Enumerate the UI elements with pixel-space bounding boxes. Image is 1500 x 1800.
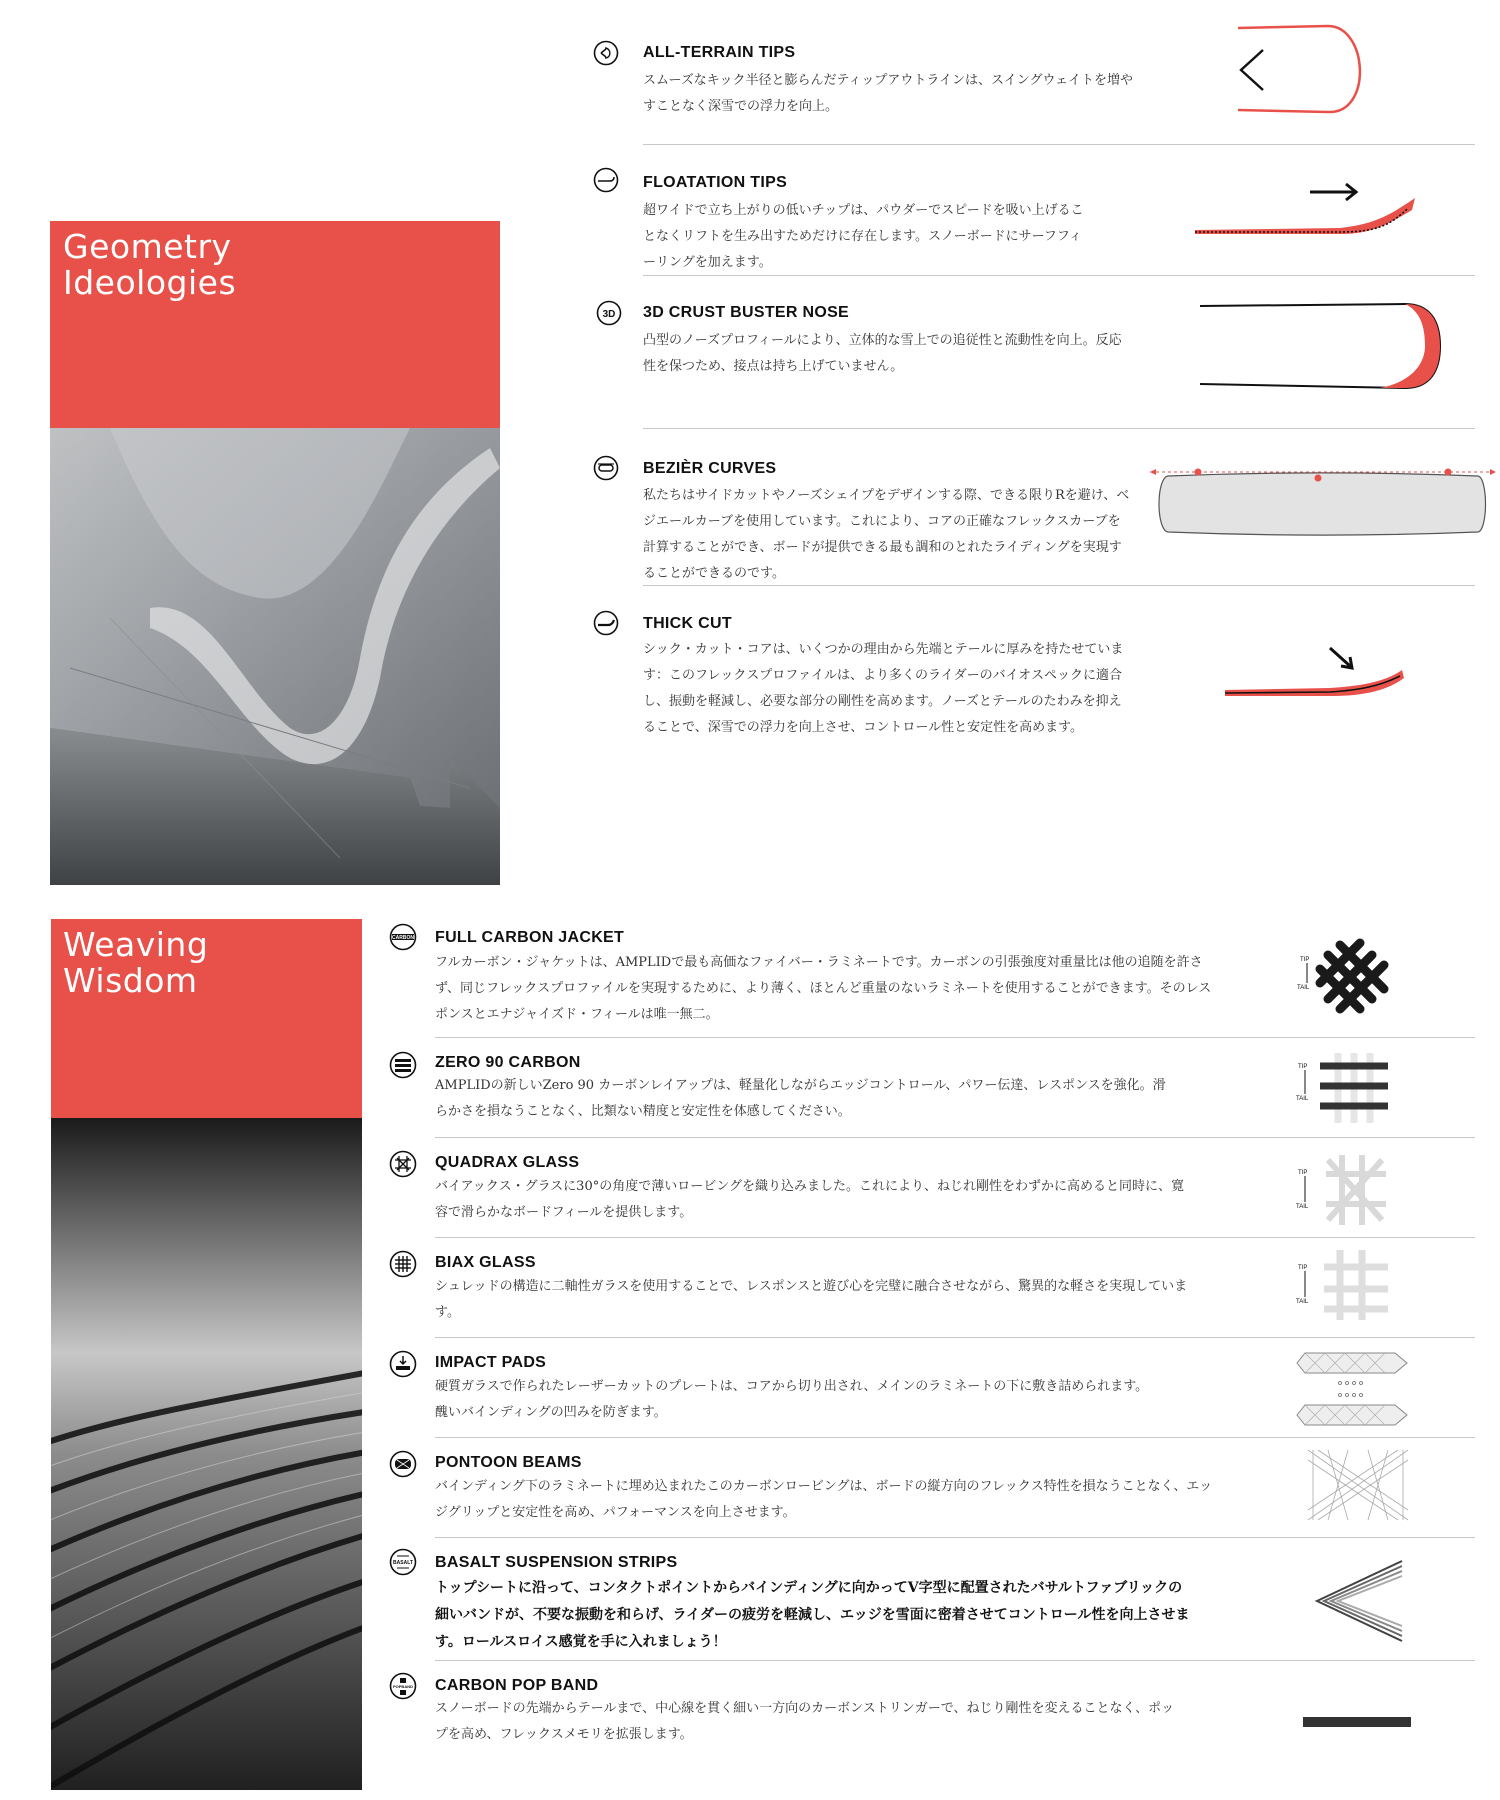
zero-90-carbon-diagram [1290,1048,1410,1128]
pontoon-icon [389,1450,415,1476]
carbon-fiber-image [51,1118,362,1790]
crust-buster-diagram [1195,296,1455,396]
feature-title: FULL CARBON JACKET [435,929,625,946]
feature-description: バインディング下のラミネートに埋め込まれたこのカーボンロービングは、ボードの縦方向のフレックス特性を損なうことなく、エッジグリップと安定性を高め、パフォーマンスを向上させます。 [435,1479,1213,1520]
feature-description: シュレッドの構造に二軸性ガラスを使用することで、レスポンスと遊び心を完璧に融合させながら、驚異的な軽さを実現しています。 [435,1279,1188,1320]
feature-description: スムーズなキック半径と膨らんだティップアウトラインは、スイングウェイトを増やすことなく深雪での浮力を向上。 [643,73,1133,114]
3d-icon-text: 3D [602,309,616,320]
thick-cut-icon [593,610,619,636]
basalt-icon-text: BASALT [393,1560,413,1566]
quadrax-glass-diagram [1290,1150,1410,1230]
geometry-panel [50,221,500,885]
divider [643,585,1475,586]
carbon-icon [389,923,415,949]
feature-description: 硬質ガラスで作られたレーザーカットのプレートは、コアから切り出され、メインのラミネートの下に敷き詰められます。醜いバインディングの凹みを防ぎます。 [435,1379,1149,1420]
tip-label: TIP [1300,957,1310,963]
feature-title: PONTOON BEAMS [435,1454,582,1471]
feature-description: スノーボードの先端からテールまで、中心線を貫く細い一方向のカーボンストリンガーで、ねじり剛性を変えることなく、ポップを高め、フレックスメモリを拡張します。 [435,1701,1175,1742]
tail-label: TAIL [1297,985,1310,991]
tail-label: TAIL [1296,1096,1309,1102]
impact-pads-diagram [1295,1345,1415,1435]
tip-label: TIP [1298,1064,1308,1070]
tip-label: TIP [1298,1265,1308,1271]
floatation-tips-icon [593,167,619,193]
divider [435,1337,1475,1338]
feature-description: フルカーボン・ジャケットは、AMPLIDで最も高価なファイバー・ラミネートです。カーボンの引張強度対重量比は他の追随を許さず、同じフレックスプロファイルを実現するために、より薄く、ほとんど重量のないラミネートを使用することができます。そのレスポンスとエナジャイズド・フィールは唯一無二。 [435,955,1212,1022]
weaving-title: Weaving Wisdom [63,925,209,1000]
divider [435,1537,1475,1538]
divider [643,144,1475,145]
divider [435,1237,1475,1238]
popband-icon [389,1672,415,1698]
carbon-pop-band-diagram [1303,1717,1411,1727]
feature-title: FLOATATION TIPS [643,174,788,191]
divider [435,1037,1475,1038]
thick-cut-diagram [1220,640,1420,720]
feature-description: AMPLIDの新しいZero 90 カーボンレイアップは、軽量化しながらエッジコントロール、パワー伝達、レスポンスを強化。滑らかさを損なうことなく、比類ない精度と安定性を体感してください。 [435,1078,1166,1119]
bezier-curves-diagram [1148,460,1498,550]
divider [435,1137,1475,1138]
feature-title: IMPACT PADS [435,1354,547,1371]
geometry-photo [50,428,500,885]
metal-core-image [50,428,500,885]
divider [643,275,1475,276]
feature-title: CARBON POP BAND [435,1677,599,1694]
all-terrain-tips-icon [593,40,619,66]
divider [435,1660,1475,1661]
feature-title: QUADRAX GLASS [435,1154,580,1171]
carbon-icon-text: CARBON [392,934,414,941]
full-carbon-jacket-diagram [1290,925,1410,1025]
weaving-photo [51,1118,362,1790]
all-terrain-tips-diagram [1233,20,1373,120]
feature-title: BEZIÈR CURVES [643,460,777,477]
feature-title: ALL-TERRAIN TIPS [643,44,796,61]
zero-90-icon [389,1051,415,1077]
feature-title: 3D CRUST BUSTER NOSE [643,304,850,321]
floatation-tips-diagram [1190,160,1420,250]
feature-description: 凸型のノーズプロフィールにより、立体的な雪上での追従性と流動性を向上。反応性を保つため、接点は持ち上げていません。 [643,333,1122,374]
tail-label: TAIL [1296,1299,1309,1305]
divider [435,1437,1475,1438]
feature-title: BIAX GLASS [435,1254,536,1271]
divider [643,428,1475,429]
3d-icon [596,300,622,326]
biax-glass-diagram [1290,1245,1410,1325]
tail-label: TAIL [1296,1204,1309,1210]
feature-description: トップシートに沿って、コンタクトポイントからバインディングに向かってV字型に配置されたバサルトファブリックの細いバンドが、不要な振動を和らげ、ライダーの疲労を軽減し、エッジを雪面に密着させてコントロール性を向上させます。ロールスロイス感覚を手に入れましょう！ [435,1580,1190,1650]
feature-title: THICK CUT [643,615,732,632]
geometry-title-block [50,221,500,428]
feature-description: シック・カット・コアは、いくつかの理由から先端とテールに厚みを持たせています：このフレックスプロファイルは、より多くのライダーのバイオスペックに適合し、振動を軽減し、必要な部分の剛性を高めます。ノーズとテールのたわみを抑えることで、深雪での浮力を向上させ、コントロール性と安定性を高めます。 [643,642,1124,735]
quadrax-icon [389,1150,415,1176]
feature-title: BASALT SUSPENSION STRIPS [435,1554,678,1571]
basalt-strips-diagram [1312,1556,1412,1646]
geometry-title: Geometry Ideologies [63,227,237,302]
feature-description: バイアックス・グラスに30°の角度で薄いロービングを織り込みました。これにより、ねじれ剛性をわずかに高めると同時に、寛容で滑らかなボードフィールを提供します。 [435,1179,1184,1220]
feature-title: ZERO 90 CARBON [435,1054,581,1071]
feature-description: 超ワイドで立ち上がりの低いチップは、パウダーでスピードを吸い上げることなくリフトを生み出すためだけに存在します。スノーボードにサーフフィーリングを加えます。 [643,203,1084,270]
biax-icon [389,1250,415,1276]
feature-description: 私たちはサイドカットやノーズシェイプをデザインする際、できる限りRを避け、ベジエールカーブを使用しています。これにより、コアの正確なフレックスカーブを計算することができ、ボードが提供できる最も調和のとれたライディングを実現することができるのです。 [643,488,1130,581]
weaving-title-block [51,919,362,1118]
pontoon-beams-diagram [1298,1445,1418,1525]
popband-icon-text: POPBAND [392,1684,414,1689]
tip-label: TIP [1298,1170,1308,1176]
weaving-panel [51,919,362,1790]
basalt-icon [389,1548,415,1574]
bezier-curves-icon [593,455,619,481]
impact-pads-icon [389,1350,415,1376]
